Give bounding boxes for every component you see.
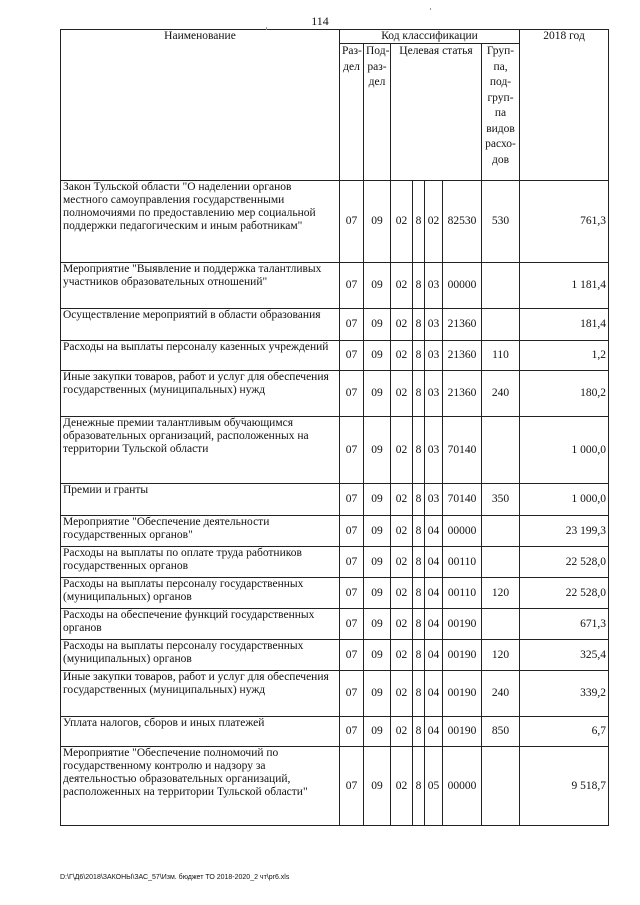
expense-type-code — [482, 547, 520, 578]
event-code: 04 — [425, 671, 443, 717]
subsection-code: 09 — [364, 263, 391, 309]
row-name: Иные закупки товаров, работ и услуг для обеспечения государственных (муниципальных) нужд — [61, 371, 340, 417]
section-header: Раз-дел — [340, 44, 364, 181]
row-name: Премии и гранты — [61, 484, 340, 516]
amount-2018: 181,4 — [520, 309, 609, 341]
expense-type-code — [482, 417, 520, 484]
section-code: 07 — [340, 516, 364, 547]
subprogram-code: 8 — [413, 181, 425, 263]
amount-2018: 1,2 — [520, 341, 609, 371]
table-row — [61, 181, 609, 263]
amount-2018: 1 000,0 — [520, 484, 609, 516]
expense-type-code: 120 — [482, 578, 520, 609]
expense-group-header: Груп-па, под-груп-па видов расхо-дов — [482, 44, 520, 181]
subsection-code: 09 — [364, 371, 391, 417]
subsection-code: 09 — [364, 484, 391, 516]
expense-type-code — [482, 263, 520, 309]
subsection-code: 09 — [364, 671, 391, 717]
section-code: 07 — [340, 671, 364, 717]
expense-type-code: 110 — [482, 341, 520, 371]
row-name: Расходы на выплаты персоналу казенных учреждений — [61, 341, 340, 371]
event-code: 02 — [425, 181, 443, 263]
table-body — [61, 181, 609, 826]
target-article-header: Целевая статья — [391, 44, 482, 181]
scan-mark — [430, 8, 431, 10]
subprogram-code: 8 — [413, 671, 425, 717]
subsection-header: Под-раз-дел — [364, 44, 391, 181]
amount-2018: 23 199,3 — [520, 516, 609, 547]
classification-header: Код классификации — [340, 30, 520, 44]
amount-2018: 6,7 — [520, 717, 609, 747]
event-code: 04 — [425, 609, 443, 640]
expense-type-code — [482, 609, 520, 640]
subprogram-code: 8 — [413, 417, 425, 484]
event-code: 04 — [425, 516, 443, 547]
table-row — [61, 263, 609, 309]
subprogram-code: 8 — [413, 578, 425, 609]
program-code: 02 — [391, 341, 413, 371]
program-code: 02 — [391, 417, 413, 484]
program-code: 02 — [391, 263, 413, 309]
table-row — [61, 371, 609, 417]
program-code: 02 — [391, 578, 413, 609]
direction-code: 82530 — [443, 181, 482, 263]
subsection-code: 09 — [364, 309, 391, 341]
subprogram-code: 8 — [413, 516, 425, 547]
expense-type-code: 120 — [482, 640, 520, 671]
amount-2018: 9 518,7 — [520, 747, 609, 826]
expense-type-code — [482, 747, 520, 826]
row-name: Уплата налогов, сборов и иных платежей — [61, 717, 340, 747]
program-code: 02 — [391, 547, 413, 578]
table-row — [61, 309, 609, 341]
direction-code: 00110 — [443, 578, 482, 609]
direction-code: 21360 — [443, 309, 482, 341]
direction-code: 21360 — [443, 371, 482, 417]
subsection-code: 09 — [364, 516, 391, 547]
subsection-code: 09 — [364, 609, 391, 640]
event-code: 04 — [425, 640, 443, 671]
program-code: 02 — [391, 671, 413, 717]
subprogram-code: 8 — [413, 717, 425, 747]
subprogram-code: 8 — [413, 371, 425, 417]
direction-code: 00190 — [443, 717, 482, 747]
direction-code: 00190 — [443, 609, 482, 640]
expense-type-code: 240 — [482, 371, 520, 417]
direction-code: 21360 — [443, 341, 482, 371]
event-code: 05 — [425, 747, 443, 826]
section-code: 07 — [340, 747, 364, 826]
event-code: 03 — [425, 371, 443, 417]
expense-type-code — [482, 309, 520, 341]
table-row — [61, 717, 609, 747]
event-code: 03 — [425, 341, 443, 371]
direction-code: 70140 — [443, 417, 482, 484]
section-code: 07 — [340, 609, 364, 640]
direction-code: 00190 — [443, 640, 482, 671]
event-code: 03 — [425, 263, 443, 309]
row-name: Мероприятие "Обеспечение полномочий по государственному контролю и надзору за деятельностью образовательных организаций, расположенных на территории Тульской области" — [61, 747, 340, 826]
amount-2018: 1 000,0 — [520, 417, 609, 484]
subsection-code: 09 — [364, 747, 391, 826]
program-code: 02 — [391, 640, 413, 671]
amount-2018: 1 181,4 — [520, 263, 609, 309]
direction-code: 00000 — [443, 747, 482, 826]
program-code: 02 — [391, 516, 413, 547]
subsection-code: 09 — [364, 547, 391, 578]
direction-code: 00000 — [443, 516, 482, 547]
year-header: 2018 год — [520, 30, 609, 181]
section-code: 07 — [340, 181, 364, 263]
row-name: Расходы на выплаты по оплате труда работников государственных органов — [61, 547, 340, 578]
program-code: 02 — [391, 609, 413, 640]
subsection-code: 09 — [364, 341, 391, 371]
event-code: 04 — [425, 717, 443, 747]
subprogram-code: 8 — [413, 263, 425, 309]
program-code: 02 — [391, 717, 413, 747]
page-number: 114 — [311, 14, 329, 28]
program-code: 02 — [391, 371, 413, 417]
subprogram-code: 8 — [413, 640, 425, 671]
event-code: 03 — [425, 417, 443, 484]
subprogram-code: 8 — [413, 341, 425, 371]
scan-mark — [266, 27, 267, 30]
event-code: 04 — [425, 578, 443, 609]
program-code: 02 — [391, 484, 413, 516]
expense-type-code: 530 — [482, 181, 520, 263]
expense-type-code: 350 — [482, 484, 520, 516]
subprogram-code: 8 — [413, 609, 425, 640]
section-code: 07 — [340, 371, 364, 417]
table-row — [61, 640, 609, 671]
subprogram-code: 8 — [413, 547, 425, 578]
event-code: 03 — [425, 484, 443, 516]
row-name: Расходы на выплаты персоналу государственных (муниципальных) органов — [61, 578, 340, 609]
subsection-code: 09 — [364, 640, 391, 671]
amount-2018: 22 528,0 — [520, 578, 609, 609]
direction-code: 00110 — [443, 547, 482, 578]
row-name: Мероприятие "Обеспечение деятельности государственных органов" — [61, 516, 340, 547]
subprogram-code: 8 — [413, 484, 425, 516]
event-code: 04 — [425, 547, 443, 578]
table-row — [61, 578, 609, 609]
program-code: 02 — [391, 747, 413, 826]
amount-2018: 671,3 — [520, 609, 609, 640]
table-row — [61, 516, 609, 547]
table-row — [61, 747, 609, 826]
amount-2018: 180,2 — [520, 371, 609, 417]
section-code: 07 — [340, 309, 364, 341]
row-name: Расходы на обеспечение функций государственных органов — [61, 609, 340, 640]
table-row — [61, 671, 609, 717]
row-name: Иные закупки товаров, работ и услуг для обеспечения государственных (муниципальных) нужд — [61, 671, 340, 717]
expense-type-code — [482, 516, 520, 547]
direction-code: 70140 — [443, 484, 482, 516]
amount-2018: 325,4 — [520, 640, 609, 671]
table-row — [61, 484, 609, 516]
direction-code: 00000 — [443, 263, 482, 309]
subprogram-code: 8 — [413, 747, 425, 826]
amount-2018: 22 528,0 — [520, 547, 609, 578]
subsection-code: 09 — [364, 578, 391, 609]
program-code: 02 — [391, 181, 413, 263]
expense-type-code: 850 — [482, 717, 520, 747]
table-row — [61, 417, 609, 484]
section-code: 07 — [340, 578, 364, 609]
section-code: 07 — [340, 547, 364, 578]
row-name: Закон Тульской области "О наделении органов местного самоуправления государственными полномочиями по предоставлению мер социальной поддержки педагогическим и иным работникам" — [61, 181, 340, 263]
expense-type-code: 240 — [482, 671, 520, 717]
event-code: 03 — [425, 309, 443, 341]
subprogram-code: 8 — [413, 309, 425, 341]
row-name: Денежные премии талантливым обучающимся образовательных организаций, расположенных на территории Тульской области — [61, 417, 340, 484]
name-header: Наименование — [61, 30, 340, 181]
section-code: 07 — [340, 717, 364, 747]
subsection-code: 09 — [364, 717, 391, 747]
table-row — [61, 341, 609, 371]
amount-2018: 761,3 — [520, 181, 609, 263]
row-name: Расходы на выплаты персоналу государственных (муниципальных) органов — [61, 640, 340, 671]
subsection-code: 09 — [364, 417, 391, 484]
table-row — [61, 547, 609, 578]
file-path-footer: D:\Г\Д6\2018\ЗАКОНЫ\ЗАС_57\Изм. бюджет ТО 2018-2020_2 чт\pr6.xls — [60, 874, 290, 881]
row-name: Осуществление мероприятий в области образования — [61, 309, 340, 341]
section-code: 07 — [340, 417, 364, 484]
section-code: 07 — [340, 484, 364, 516]
section-code: 07 — [340, 640, 364, 671]
row-name: Мероприятие "Выявление и поддержка талантливых участников образовательных отношений" — [61, 263, 340, 309]
subsection-code: 09 — [364, 181, 391, 263]
table-row — [61, 609, 609, 640]
section-code: 07 — [340, 263, 364, 309]
budget-table — [60, 29, 609, 826]
program-code: 02 — [391, 309, 413, 341]
amount-2018: 339,2 — [520, 671, 609, 717]
direction-code: 00190 — [443, 671, 482, 717]
section-code: 07 — [340, 341, 364, 371]
